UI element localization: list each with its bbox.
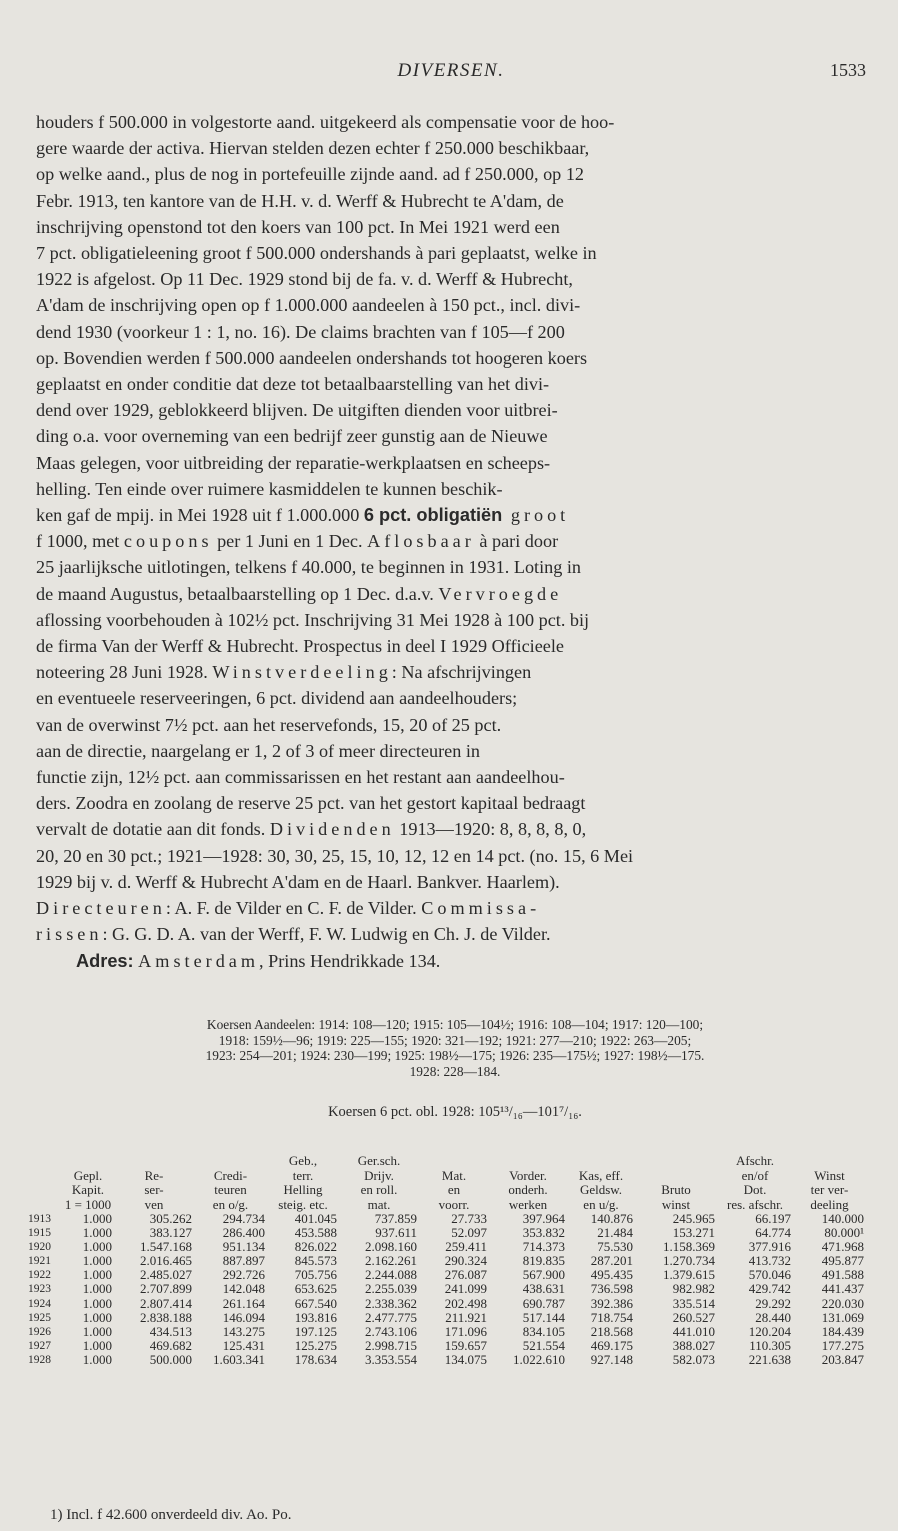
value-cell: 495.877 <box>821 1253 864 1269</box>
column-header: en <box>447 1182 461 1197</box>
table-row <box>28 1212 866 1226</box>
column-header: Drijv. <box>364 1167 394 1183</box>
column-header <box>114 1154 194 1169</box>
header-row <box>28 1169 866 1184</box>
column-header: en u/g. <box>583 1196 619 1212</box>
footnote-mark: 1) <box>50 1507 63 1523</box>
column-header <box>194 1154 267 1169</box>
value-cell: 2.998.715 <box>365 1337 417 1353</box>
value-cell: 441.010 <box>672 1323 715 1339</box>
value-cell: 110.305 <box>749 1337 791 1353</box>
value-cell: 718.754 <box>590 1309 633 1325</box>
value-cell: 294.734 <box>222 1211 265 1226</box>
value-cell: 383.127 <box>149 1225 192 1241</box>
value-cell: 819.835 <box>522 1253 565 1269</box>
text-line: Maas gelegen, voor uitbreiding der reparatie-werkplaatsen en scheeps- <box>36 452 551 473</box>
column-header: 1 = 1000 <box>64 1196 112 1212</box>
column-header: Gepl. <box>73 1167 103 1183</box>
text-line: 7 pct. obligatieleening groot f 500.000 ondershands à pari geplaatst, welke in <box>36 243 597 264</box>
text-segment: ken gaf de mpij. in Mei 1928 uit f 1.000.000 <box>36 505 364 526</box>
table-body <box>28 1212 866 1367</box>
column-header <box>793 1154 866 1169</box>
column-header: ser- <box>144 1182 164 1197</box>
value-cell: 140.000 <box>821 1211 864 1226</box>
value-cell: 1.000 <box>82 1225 112 1241</box>
value-cell: 177.275 <box>821 1337 864 1353</box>
spaced-term: Vervroegde <box>438 583 563 604</box>
year-cell: 1924 <box>28 1297 51 1310</box>
value-cell: 171.096 <box>444 1323 487 1339</box>
value-cell: 982.982 <box>672 1281 715 1297</box>
value-cell: 21.484 <box>597 1225 633 1241</box>
column-header: Vorder. <box>509 1167 547 1183</box>
value-cell: 937.611 <box>375 1225 417 1241</box>
value-cell: 143.275 <box>222 1323 265 1339</box>
value-cell: 392.386 <box>590 1295 633 1311</box>
value-cell: 521.554 <box>522 1337 565 1353</box>
value-cell: 261.164 <box>222 1295 265 1311</box>
value-cell: 469.682 <box>149 1337 192 1353</box>
value-cell: 1.000 <box>82 1281 112 1297</box>
table-row <box>28 1325 866 1339</box>
table-row <box>28 1311 866 1325</box>
text-segment: groot <box>502 505 570 526</box>
value-cell: 220.030 <box>821 1295 864 1311</box>
column-header: steig. etc. <box>278 1196 328 1212</box>
value-cell: 927.148 <box>590 1351 633 1367</box>
value-cell: 197.125 <box>294 1323 337 1339</box>
text-line <box>36 502 866 528</box>
value-cell: 66.197 <box>755 1211 791 1226</box>
text-line: A'dam de inschrijving open op f 1.000.000 aandeelen à 150 pct., incl. divi- <box>36 295 581 316</box>
value-cell: 286.400 <box>222 1225 265 1241</box>
column-header <box>635 1169 717 1184</box>
column-header: werken <box>508 1196 548 1212</box>
value-cell: 570.046 <box>748 1267 791 1283</box>
text-line: aan de directie, naargelang er 1, 2 of 3 of meer directeuren in <box>36 740 481 761</box>
column-header: Mat. <box>441 1167 467 1183</box>
column-header: Dot. <box>743 1182 767 1197</box>
share-prices <box>60 1017 850 1079</box>
value-cell: 64.774 <box>755 1225 791 1241</box>
value-cell: 2.838.188 <box>140 1309 192 1325</box>
text-line <box>36 528 866 554</box>
column-header: Geldsw. <box>579 1182 623 1197</box>
bond-heading: 6 pct. obligatiën <box>363 505 503 526</box>
value-cell: 567.900 <box>522 1267 565 1283</box>
value-cell: 75.530 <box>597 1239 633 1255</box>
text-line <box>36 659 866 685</box>
value-cell: 305.262 <box>149 1211 192 1226</box>
column-header: onderh. <box>508 1182 548 1197</box>
value-cell: 159.657 <box>444 1337 487 1353</box>
value-cell: 429.742 <box>748 1281 791 1297</box>
body-text <box>36 109 866 974</box>
value-cell: 287.201 <box>590 1253 633 1269</box>
value-cell: 2.485.027 <box>140 1267 192 1283</box>
value-cell: 276.087 <box>444 1267 487 1283</box>
value-cell: 582.073 <box>672 1351 715 1367</box>
table-row <box>28 1282 866 1296</box>
text-line: 1922 is afgelost. Op 11 Dec. 1929 stond bij de fa. v. d. Werff & Hubrecht, <box>36 269 573 290</box>
text-segment: à pari door <box>474 531 559 552</box>
value-cell: 2.707.899 <box>140 1281 192 1297</box>
year-cell: 1923 <box>28 1283 51 1296</box>
value-cell: 125.431 <box>222 1337 265 1353</box>
column-header: res. afschr. <box>727 1196 783 1212</box>
value-cell: 1.603.341 <box>213 1351 265 1367</box>
value-cell: 1.000 <box>82 1337 112 1353</box>
table-header <box>28 1154 866 1212</box>
header-row <box>28 1154 866 1169</box>
value-cell: 221.638 <box>748 1351 791 1367</box>
value-cell: 335.514 <box>672 1295 715 1311</box>
value-cell: 714.373 <box>522 1239 565 1255</box>
column-header: Credi- <box>213 1167 248 1183</box>
column-header <box>567 1154 635 1169</box>
value-cell: 737.859 <box>374 1211 417 1226</box>
table-row <box>28 1353 866 1367</box>
text-line <box>36 816 866 842</box>
column-header: en o/g. <box>212 1196 249 1212</box>
value-cell: 469.175 <box>590 1337 633 1353</box>
year-cell: 1925 <box>28 1311 51 1324</box>
value-cell: 1.000 <box>82 1309 112 1325</box>
value-cell: 3.353.554 <box>365 1351 417 1367</box>
page-header <box>36 60 866 86</box>
table-row <box>28 1297 866 1311</box>
text-line: aflossing voorbehouden à 102½ pct. Inschrijving 31 Mei 1928 à 100 pct. bij <box>36 609 590 630</box>
value-cell: 397.964 <box>522 1211 565 1226</box>
table-row <box>28 1226 866 1240</box>
text-segment: de maand Augustus, betaalbaarstelling op 1 Dec. d.a.v. <box>36 583 439 604</box>
spaced-term: Commissa- <box>421 898 541 919</box>
value-cell: 27.733 <box>451 1211 487 1226</box>
header-row <box>28 1198 866 1213</box>
table-row <box>28 1240 866 1254</box>
column-header: en/of <box>741 1167 769 1183</box>
value-cell: 388.027 <box>672 1337 715 1353</box>
value-cell: 260.527 <box>672 1309 715 1325</box>
text-line: 1929 bij v. d. Werff & Hubrecht A'dam en de Haarl. Bankver. Haarlem). <box>36 871 560 892</box>
value-cell: 826.022 <box>294 1239 337 1255</box>
spaced-term: coupons <box>123 531 213 552</box>
value-cell: 290.324 <box>444 1253 487 1269</box>
value-cell: 951.134 <box>222 1239 265 1255</box>
text-line <box>36 581 866 607</box>
value-cell: 2.162.261 <box>365 1253 417 1269</box>
text-line: op welke aand., plus de nog in portefeuille zijnde aand. ad f 250.000, op 12 <box>36 164 585 185</box>
year-cell: 1928 <box>28 1353 51 1366</box>
value-cell: 887.897 <box>222 1253 265 1269</box>
value-cell: 80.000¹ <box>824 1225 864 1241</box>
value-cell: 500.000 <box>149 1351 192 1367</box>
value-cell: 2.255.039 <box>365 1281 417 1297</box>
bond-prices: Koersen 6 pct. obl. 1928: 105¹³/₁₆—101⁷/₁₆. <box>328 1104 582 1120</box>
text-line: ders. Zoodra en zoolang de reserve 25 pct. van het gestort kapitaal bedraagt <box>36 793 586 814</box>
value-cell: 1.000 <box>82 1351 112 1367</box>
column-header: Winst <box>814 1167 845 1183</box>
year-cell: 1920 <box>28 1241 51 1254</box>
value-cell: 218.568 <box>590 1323 633 1339</box>
text-line: helling. Ten einde over ruimere kasmiddelen te kunnen beschik- <box>36 478 503 499</box>
value-cell: 1.158.369 <box>663 1239 715 1255</box>
column-header: Kas, eff. <box>578 1167 624 1183</box>
year-cell: 1921 <box>28 1255 51 1268</box>
value-cell: 1.000 <box>82 1211 112 1226</box>
value-cell: 1.547.168 <box>140 1239 192 1255</box>
value-cell: 517.144 <box>522 1309 565 1325</box>
table-row <box>28 1339 866 1353</box>
text-line: functie zijn, 12½ pct. aan commissarissen en het restant aan aandeelhou- <box>36 767 565 788</box>
year-cell: 1922 <box>28 1269 51 1282</box>
value-cell: 434.513 <box>149 1323 192 1339</box>
value-cell: 292.726 <box>222 1267 265 1283</box>
text-segment: : Na afschrijvingen <box>391 662 532 683</box>
value-cell: 203.847 <box>821 1351 864 1367</box>
year-cell: 1926 <box>28 1325 51 1338</box>
text-segment: : A. F. de Vilder en C. F. de Vilder. <box>165 898 422 919</box>
value-cell: 453.588 <box>294 1225 337 1241</box>
price-line: 1923: 254—201; 1924: 230—199; 1925: 198½—175; 1926: 235—175½; 1927: 198½—175. <box>205 1048 705 1063</box>
column-header <box>62 1154 114 1169</box>
value-cell: 184.439 <box>821 1323 864 1339</box>
column-header: Kapit. <box>71 1182 105 1197</box>
value-cell: 495.435 <box>590 1267 633 1283</box>
value-cell: 131.069 <box>821 1309 864 1325</box>
spaced-term: rissen <box>36 924 103 945</box>
text-line: dend 1930 (voorkeur 1 : 1, no. 16). De claims brachten van f 105—f 200 <box>36 321 565 342</box>
text-line: de firma Van der Werff & Hubrecht. Prospectus in deel I 1929 Officieele <box>36 636 564 657</box>
table-row <box>28 1268 866 1282</box>
year-header <box>28 1183 62 1198</box>
text-line: van de overwinst 7½ pct. aan het reservefonds, 15, 20 of 25 pct. <box>36 714 502 735</box>
value-cell: 2.244.088 <box>365 1267 417 1283</box>
column-header: Ger.sch. <box>357 1153 401 1168</box>
value-cell: 705.756 <box>294 1267 337 1283</box>
text-segment: 1913—1920: 8, 8, 8, 8, 0, <box>394 819 587 840</box>
value-cell: 146.094 <box>222 1309 265 1325</box>
value-cell: 120.204 <box>748 1323 791 1339</box>
financial-table <box>28 1154 866 1367</box>
running-title: DIVERSEN. <box>397 60 505 81</box>
value-cell: 245.965 <box>672 1211 715 1226</box>
value-cell: 834.105 <box>522 1323 565 1339</box>
value-cell: 241.099 <box>444 1281 487 1297</box>
column-header <box>635 1154 717 1169</box>
column-header: Bruto <box>661 1182 691 1197</box>
text-line: dend over 1929, geblokkeerd blijven. De uitgiften dienden voor uitbrei- <box>36 400 558 421</box>
value-cell: 2.807.414 <box>140 1295 192 1311</box>
value-cell: 471.968 <box>821 1239 864 1255</box>
value-cell: 1.379.615 <box>663 1267 715 1283</box>
text-line: op. Bovendien werden f 500.000 aandeelen ondershands tot hoogeren koers <box>36 347 588 368</box>
value-cell: 28.440 <box>755 1309 791 1325</box>
value-cell: 1.000 <box>82 1253 112 1269</box>
text-segment: per 1 Juni en 1 Dec. <box>212 531 368 552</box>
value-cell: 845.573 <box>294 1253 337 1269</box>
text-segment: vervalt de dotatie aan dit fonds. <box>36 819 270 840</box>
value-cell: 29.292 <box>755 1295 791 1311</box>
value-cell: 1.270.734 <box>663 1253 715 1269</box>
text-line: ding o.a. voor overneming van een bedrijf zeer gunstig aan de Nieuwe <box>36 426 548 447</box>
price-line: 1918: 159½—96; 1919: 225—155; 1920: 321—192; 1921: 277—210; 1922: 263—205; <box>218 1032 692 1048</box>
value-cell: 401.045 <box>294 1211 337 1226</box>
text-line: inschrijving openstond tot den koers van 100 pct. In Mei 1921 werd een <box>36 216 560 237</box>
spaced-term: Amsterdam <box>138 950 260 971</box>
year-header <box>28 1169 62 1184</box>
year-header <box>28 1154 62 1169</box>
value-cell: 736.598 <box>590 1281 633 1297</box>
value-cell: 413.732 <box>748 1253 791 1269</box>
value-cell: 178.634 <box>294 1351 337 1367</box>
column-header: Geb., <box>288 1153 318 1168</box>
spaced-term: Winstverdeeling <box>212 662 392 683</box>
value-cell: 142.048 <box>222 1281 265 1297</box>
column-header: voorr. <box>438 1196 470 1212</box>
text-line <box>36 921 866 947</box>
spaced-term: Aflosbaar <box>367 531 475 552</box>
value-cell: 353.832 <box>522 1225 565 1241</box>
text-line <box>36 948 866 974</box>
value-cell: 52.097 <box>451 1225 487 1241</box>
column-header: teuren <box>214 1182 247 1197</box>
text-line: 20, 20 en 30 pct.; 1921—1928: 30, 30, 25, 15, 10, 12, 12 en 14 pct. (no. 15, 6 Mei <box>36 845 634 866</box>
column-header: Helling <box>283 1182 323 1197</box>
text-line: Febr. 1913, ten kantore van de H.H. v. d. Werff & Hubrecht te A'dam, de <box>36 190 564 211</box>
column-header: terr. <box>292 1167 314 1183</box>
spaced-term: Dividenden <box>269 819 395 840</box>
column-header: mat. <box>367 1196 391 1212</box>
value-cell: 1.000 <box>82 1239 112 1255</box>
table-row <box>28 1254 866 1268</box>
value-cell: 377.916 <box>748 1239 791 1255</box>
text-line: gere waarde der activa. Hiervan stelden dezen echter f 250.000 beschikbaar, <box>36 138 590 159</box>
text-segment: , Prins Hendrikkade 134. <box>259 950 441 971</box>
value-cell: 211.921 <box>445 1309 487 1325</box>
value-cell: 1.000 <box>82 1295 112 1311</box>
text-line: en eventueele reserveeringen, 6 pct. dividend aan aandeelhouders; <box>36 688 518 709</box>
value-cell: 1.000 <box>82 1323 112 1339</box>
text-segment: : G. G. D. A. van der Werff, F. W. Ludwig en Ch. J. de Vilder. <box>102 924 551 945</box>
value-cell: 2.016.465 <box>140 1253 192 1269</box>
value-cell: 193.816 <box>294 1309 337 1325</box>
text-line: geplaatst en onder conditie dat deze tot betaalbaarstelling van het divi- <box>36 374 550 395</box>
column-header: deeling <box>810 1196 849 1212</box>
column-header: winst <box>661 1196 691 1212</box>
spaced-term: Directeuren <box>36 898 166 919</box>
value-cell: 441.437 <box>821 1281 864 1297</box>
text-line: houders f 500.000 in volgestorte aand. uitgekeerd als compensatie voor de hoo- <box>36 112 615 132</box>
column-header <box>419 1154 489 1169</box>
value-cell: 140.876 <box>590 1211 633 1226</box>
text-segment: f 1000, met <box>36 531 124 552</box>
column-header: Afschr. <box>736 1153 774 1168</box>
year-cell: 1915 <box>28 1227 51 1240</box>
year-cell: 1913 <box>28 1213 51 1225</box>
address-label: Adres: <box>76 950 134 971</box>
value-cell: 2.098.160 <box>365 1239 417 1255</box>
value-cell: 153.271 <box>672 1225 715 1241</box>
text-line <box>36 895 866 921</box>
value-cell: 1.000 <box>82 1267 112 1283</box>
value-cell: 667.540 <box>294 1295 337 1311</box>
text-segment: noteering 28 Juni 1928. <box>36 662 213 683</box>
value-cell: 2.477.775 <box>365 1309 417 1325</box>
value-cell: 690.787 <box>522 1295 565 1311</box>
value-cell: 134.075 <box>444 1351 487 1367</box>
price-line: Koersen Aandeelen: 1914: 108—120; 1915: 105—104½; 1916: 108—104; 1917: 120—100; <box>206 1017 704 1032</box>
value-cell: 202.498 <box>444 1295 487 1311</box>
header-row <box>28 1183 866 1198</box>
value-cell: 1.022.610 <box>513 1351 565 1367</box>
column-header: ter ver- <box>810 1182 849 1197</box>
price-line: 1928: 228—184. <box>409 1063 501 1079</box>
value-cell: 125.275 <box>294 1337 337 1353</box>
value-cell: 491.588 <box>821 1267 864 1283</box>
footnote-text: Incl. f 42.600 onverdeeld div. Ao. Po. <box>66 1507 292 1523</box>
value-cell: 2.743.106 <box>365 1323 417 1339</box>
column-header: ven <box>144 1196 164 1212</box>
text-line: 25 jaarlijksche uitlotingen, telkens f 40.000, te beginnen in 1931. Loting in <box>36 557 582 578</box>
value-cell: 259.411 <box>445 1239 487 1255</box>
page-number: 1533 <box>830 60 866 80</box>
value-cell: 2.338.362 <box>365 1295 417 1311</box>
column-header <box>489 1154 567 1169</box>
year-header <box>28 1198 62 1213</box>
value-cell: 653.625 <box>294 1281 337 1297</box>
year-cell: 1927 <box>28 1339 51 1352</box>
column-header: Re- <box>144 1167 164 1183</box>
footnote <box>50 1507 292 1524</box>
column-header: en roll. <box>360 1182 398 1197</box>
value-cell: 438.631 <box>522 1281 565 1297</box>
